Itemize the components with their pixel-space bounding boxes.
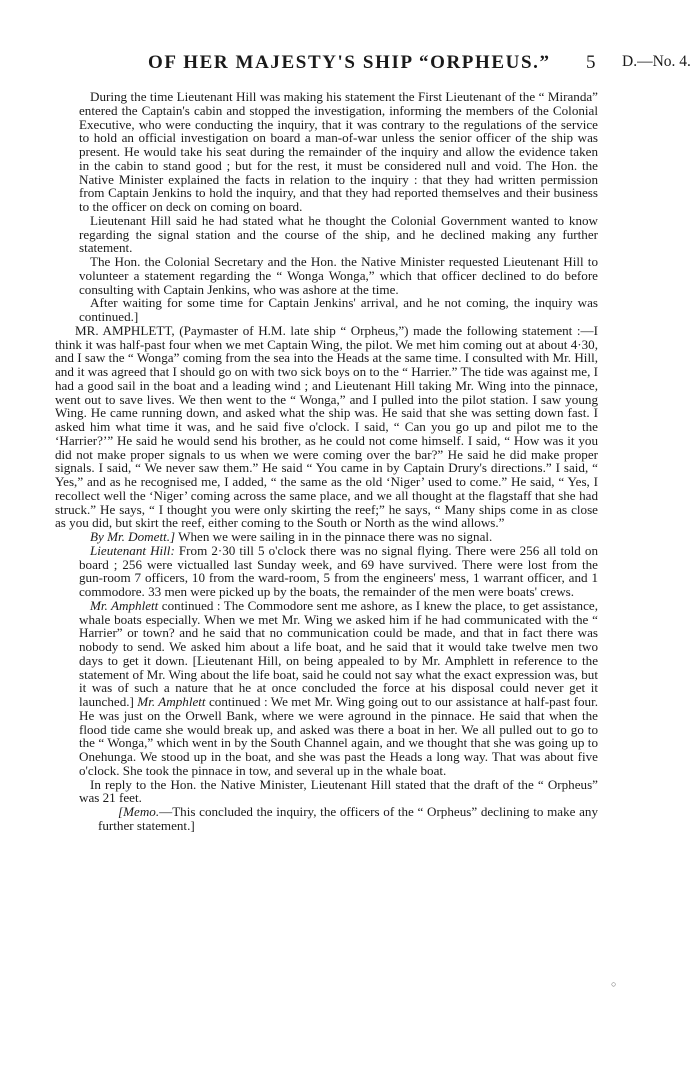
paragraph-memo [98,805,598,833]
document-body [55,90,598,833]
amphlett-continued-text-2: continued : We met Mr. Wing going out to our assistance at half-past four. He was just on the Orwell Bank, where we were aground in the pinnace. He said that when the flood tide came she would break up, and asked was there a boat in her. We all pulled out to go to the “ Wonga,” which went in by the South Channel again, and we thought that she was going up to Onehunga. We stood up in the boat, and she was past the Heads a long way. That was about five o'clock. She took the pinnace in tow, and several up in the whale boat. [79,694,598,778]
speaker-hill: Lieutenant Hill: [90,542,175,558]
memo-text: —This concluded the inquiry, the officers of the “ Orpheus” declining to make any further statement.] [98,804,598,833]
memo-label: [Memo. [118,804,160,819]
paragraph-draft-of-orpheus: In reply to the Hon. the Native Minister, Lieutenant Hill stated that the draft of the “ Orpheus” was 21 feet. [79,776,598,806]
paragraph-amphlett-continued [79,599,598,778]
speaker-amphlett-2: Mr. Amphlett [137,694,206,709]
printer-mark-icon: ○ [611,979,617,989]
document-reference: D.—No. 4. [622,53,691,70]
running-title: OF HER MAJESTY'S SHIP “ORPHEUS.” [148,52,551,73]
page-header [0,52,700,76]
paragraph-first-lieutenant-interruption: During the time Lieutenant Hill was making his statement the First Lieutenant of the “ Miranda” entered the Captain's cabin and stopped the investigation, informing the members of the Colonial Executive, who were conducting the inquiry, that it was contrary to the regulations of the service to hold an official investigation on board a man-of-war unless the senior officer of the ship was present. He would take his seat during the remainder of the inquiry and allow the evidence taken in the cabin to stand good ; but for the rest, it must be considered null and void. The Hon. the Native Minister explained the facts in relation to the inquiry : that they had written permission from Captain Jenkins to hold the inquiry, and that they had reported themselves and their business to the officer on deck on coming on board. [79,89,598,214]
hill-casualties-text: From 2·30 till 5 o'clock there was no signal flying. There were 256 all told on board ; 256 were victualled last Sunday week, and 69 have survived. There were lost from the gun-room 7 officers, 10 from the ward-room, 5 from the engineers' mess, 1 warrant officer, and 1 commodore. 33 men were picked up by the boats, the remainder of the men were boats' crews. [79,542,599,599]
amphlett-continued-text: continued : The Commodore sent me ashore, as I knew the place, to get assistance, whale boats especially. When we met Mr. Wing we asked him if he had communicated with the “ Harrier” or town? and he said that no communication could be made, and that in fact there was nobody to send. We asked him about a life boat, and he said that it would take twelve men two days to get it down. [Lieutenant Hill, on being appealed to by Mr. Amphlett in reference to the statement of Mr. Wing about the life boat, said he could not say what the exact expression was, but it was of such a nature that he at once concluded the force at his disposal could never get it launched.] [79,597,598,709]
paragraph-hill-declines: Lieutenant Hill said he had stated what he thought the Colonial Government wanted to know regarding the signal station and the course of the ship, and he declined making any further statement. [79,212,598,256]
paragraph-domett-question [79,530,598,544]
paragraph-hill-casualties [79,544,598,599]
page-number: 5 [586,52,596,73]
domett-text: When we were sailing in in the pinnace there was no signal. [175,529,493,544]
speaker-domett: By Mr. Domett.] [90,529,176,544]
speaker-amphlett: Mr. Amphlett [90,597,159,613]
paragraph-inquiry-continued: After waiting for some time for Captain Jenkins' arrival, and he not coming, the inquiry was continued.] [79,295,598,324]
paragraph-amphlett-statement: MR. AMPHLETT, (Paymaster of H.M. late ship “ Orpheus,”) made the following statement :—I think it was half-past four when we met Captain Wing, the pilot. We met him coming out at about 4·30, and I saw the “ Wonga” coming from the sea into the Heads at the same time. I consulted with Mr. Hill, and it was agreed that I should go on with two sick boys on to the “ Harrier.” The tide was against me, I had a good sail in the boat and a leading wind ; and Lieutenant Hill taking Mr. Wing into the pinnace, went out to save lives. We then went to the “ Wonga,” and I pulled into the pilot station. I saw young Wing. He came running down, and asked what the ship was. He said that she was setting down fast. I asked him what time it was, and he said five o'clock. I said, “ Can you go up and pilot me to the ‘Harrier?’” He said he would send his brother, as he could not come himself. I said, “ How was it you did not make proper signals to us when we were coming over the bar?” He said he did make proper signals. I said, “ We never saw them.” He said “ You came in by Captain Drury's directions.” I said, “ Yes,” and as he recognised me, I added, “ the same as the old ‘Niger’ used to come.” He said, “ Yes, I recollect well the ‘Niger’ coming across the same place, and we all thought at the flagstaff that she had struck.” He says, “ I thought you were only skirting the reef;” he says, “ Many ships come in as close as you did, but skirt the reef, either coming to the South or North as the wind allows.” [55,322,598,531]
paragraph-wonga-request: The Hon. the Colonial Secretary and the Hon. the Native Minister requested Lieutenant Hill to volunteer a statement regarding the “ Wonga Wonga,” which that officer declined to do before consulting with Captain Jenkins, who was ashore at the time. [79,254,598,297]
